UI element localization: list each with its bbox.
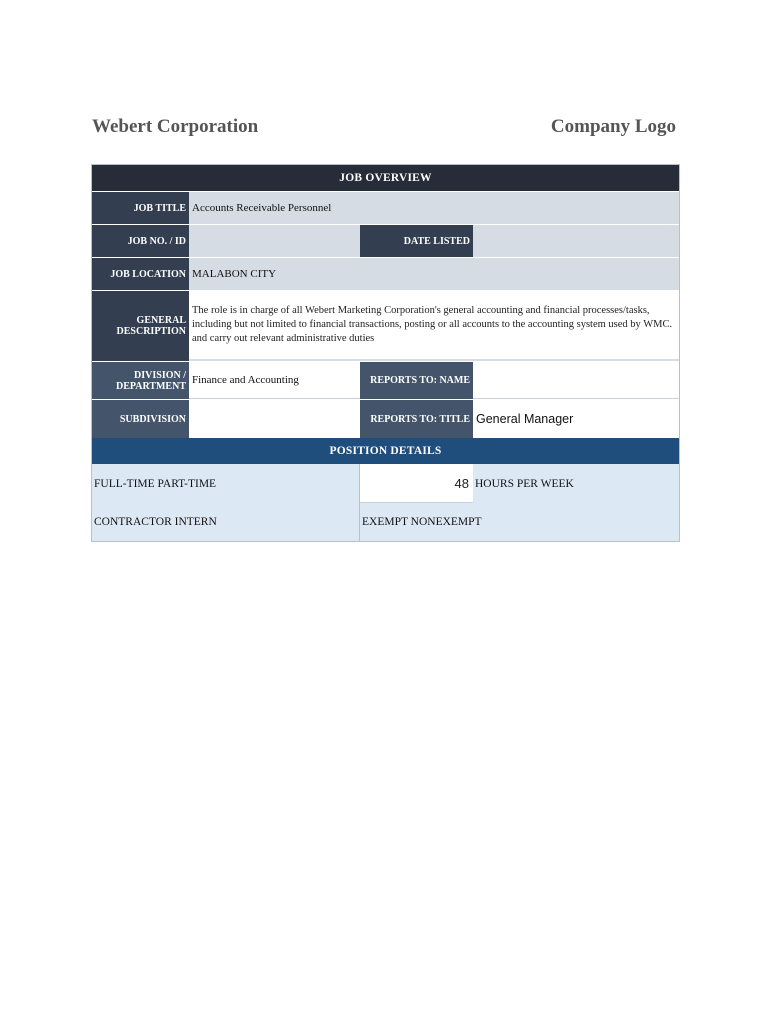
- job-description-form: [91, 164, 680, 542]
- job-title-field[interactable]: Accounts Receivable Personnel: [189, 192, 679, 224]
- date-listed-field[interactable]: [473, 225, 679, 257]
- exempt-status-options[interactable]: EXEMPT NONEXEMPT: [360, 503, 679, 541]
- reports-to-title-label: REPORTS TO: TITLE: [360, 400, 473, 438]
- subdivision-field[interactable]: [189, 400, 360, 438]
- company-logo-placeholder: Company Logo: [550, 116, 676, 137]
- position-details-heading: POSITION DETAILS: [92, 438, 679, 464]
- general-description-label: GENERAL DESCRIPTION: [92, 291, 189, 361]
- reports-to-name-field[interactable]: [473, 362, 679, 399]
- contract-type-options[interactable]: CONTRACTOR INTERN: [92, 503, 360, 541]
- employment-type-options[interactable]: FULL-TIME PART-TIME: [92, 464, 360, 503]
- division-label: DIVISION / DEPARTMENT: [92, 362, 189, 399]
- reports-to-title-field[interactable]: General Manager: [473, 400, 679, 438]
- job-no-label: JOB NO. / ID: [92, 225, 189, 257]
- job-location-label: JOB LOCATION: [92, 258, 189, 290]
- hours-per-week-field[interactable]: 48: [360, 464, 473, 503]
- job-location-field[interactable]: MALABON CITY: [189, 258, 679, 290]
- document-header: [92, 116, 676, 142]
- hours-per-week-label: HOURS PER WEEK: [473, 464, 679, 503]
- division-field[interactable]: Finance and Accounting: [189, 362, 360, 399]
- date-listed-label: DATE LISTED: [360, 225, 473, 257]
- reports-to-name-label: REPORTS TO: NAME: [360, 362, 473, 399]
- subdivision-label: SUBDIVISION: [92, 400, 189, 438]
- company-name: Webert Corporation: [92, 116, 259, 137]
- general-description-field[interactable]: The role is in charge of all Webert Marketing Corporation's general accounting and financial processes/tasks, including but not limited to financial transactions, posting or all accounts to the accounting system used by WMC. and carry out relevant administrative duties: [189, 291, 679, 361]
- job-title-label: JOB TITLE: [92, 192, 189, 224]
- job-no-field[interactable]: [189, 225, 360, 257]
- job-overview-heading: JOB OVERVIEW: [92, 165, 679, 191]
